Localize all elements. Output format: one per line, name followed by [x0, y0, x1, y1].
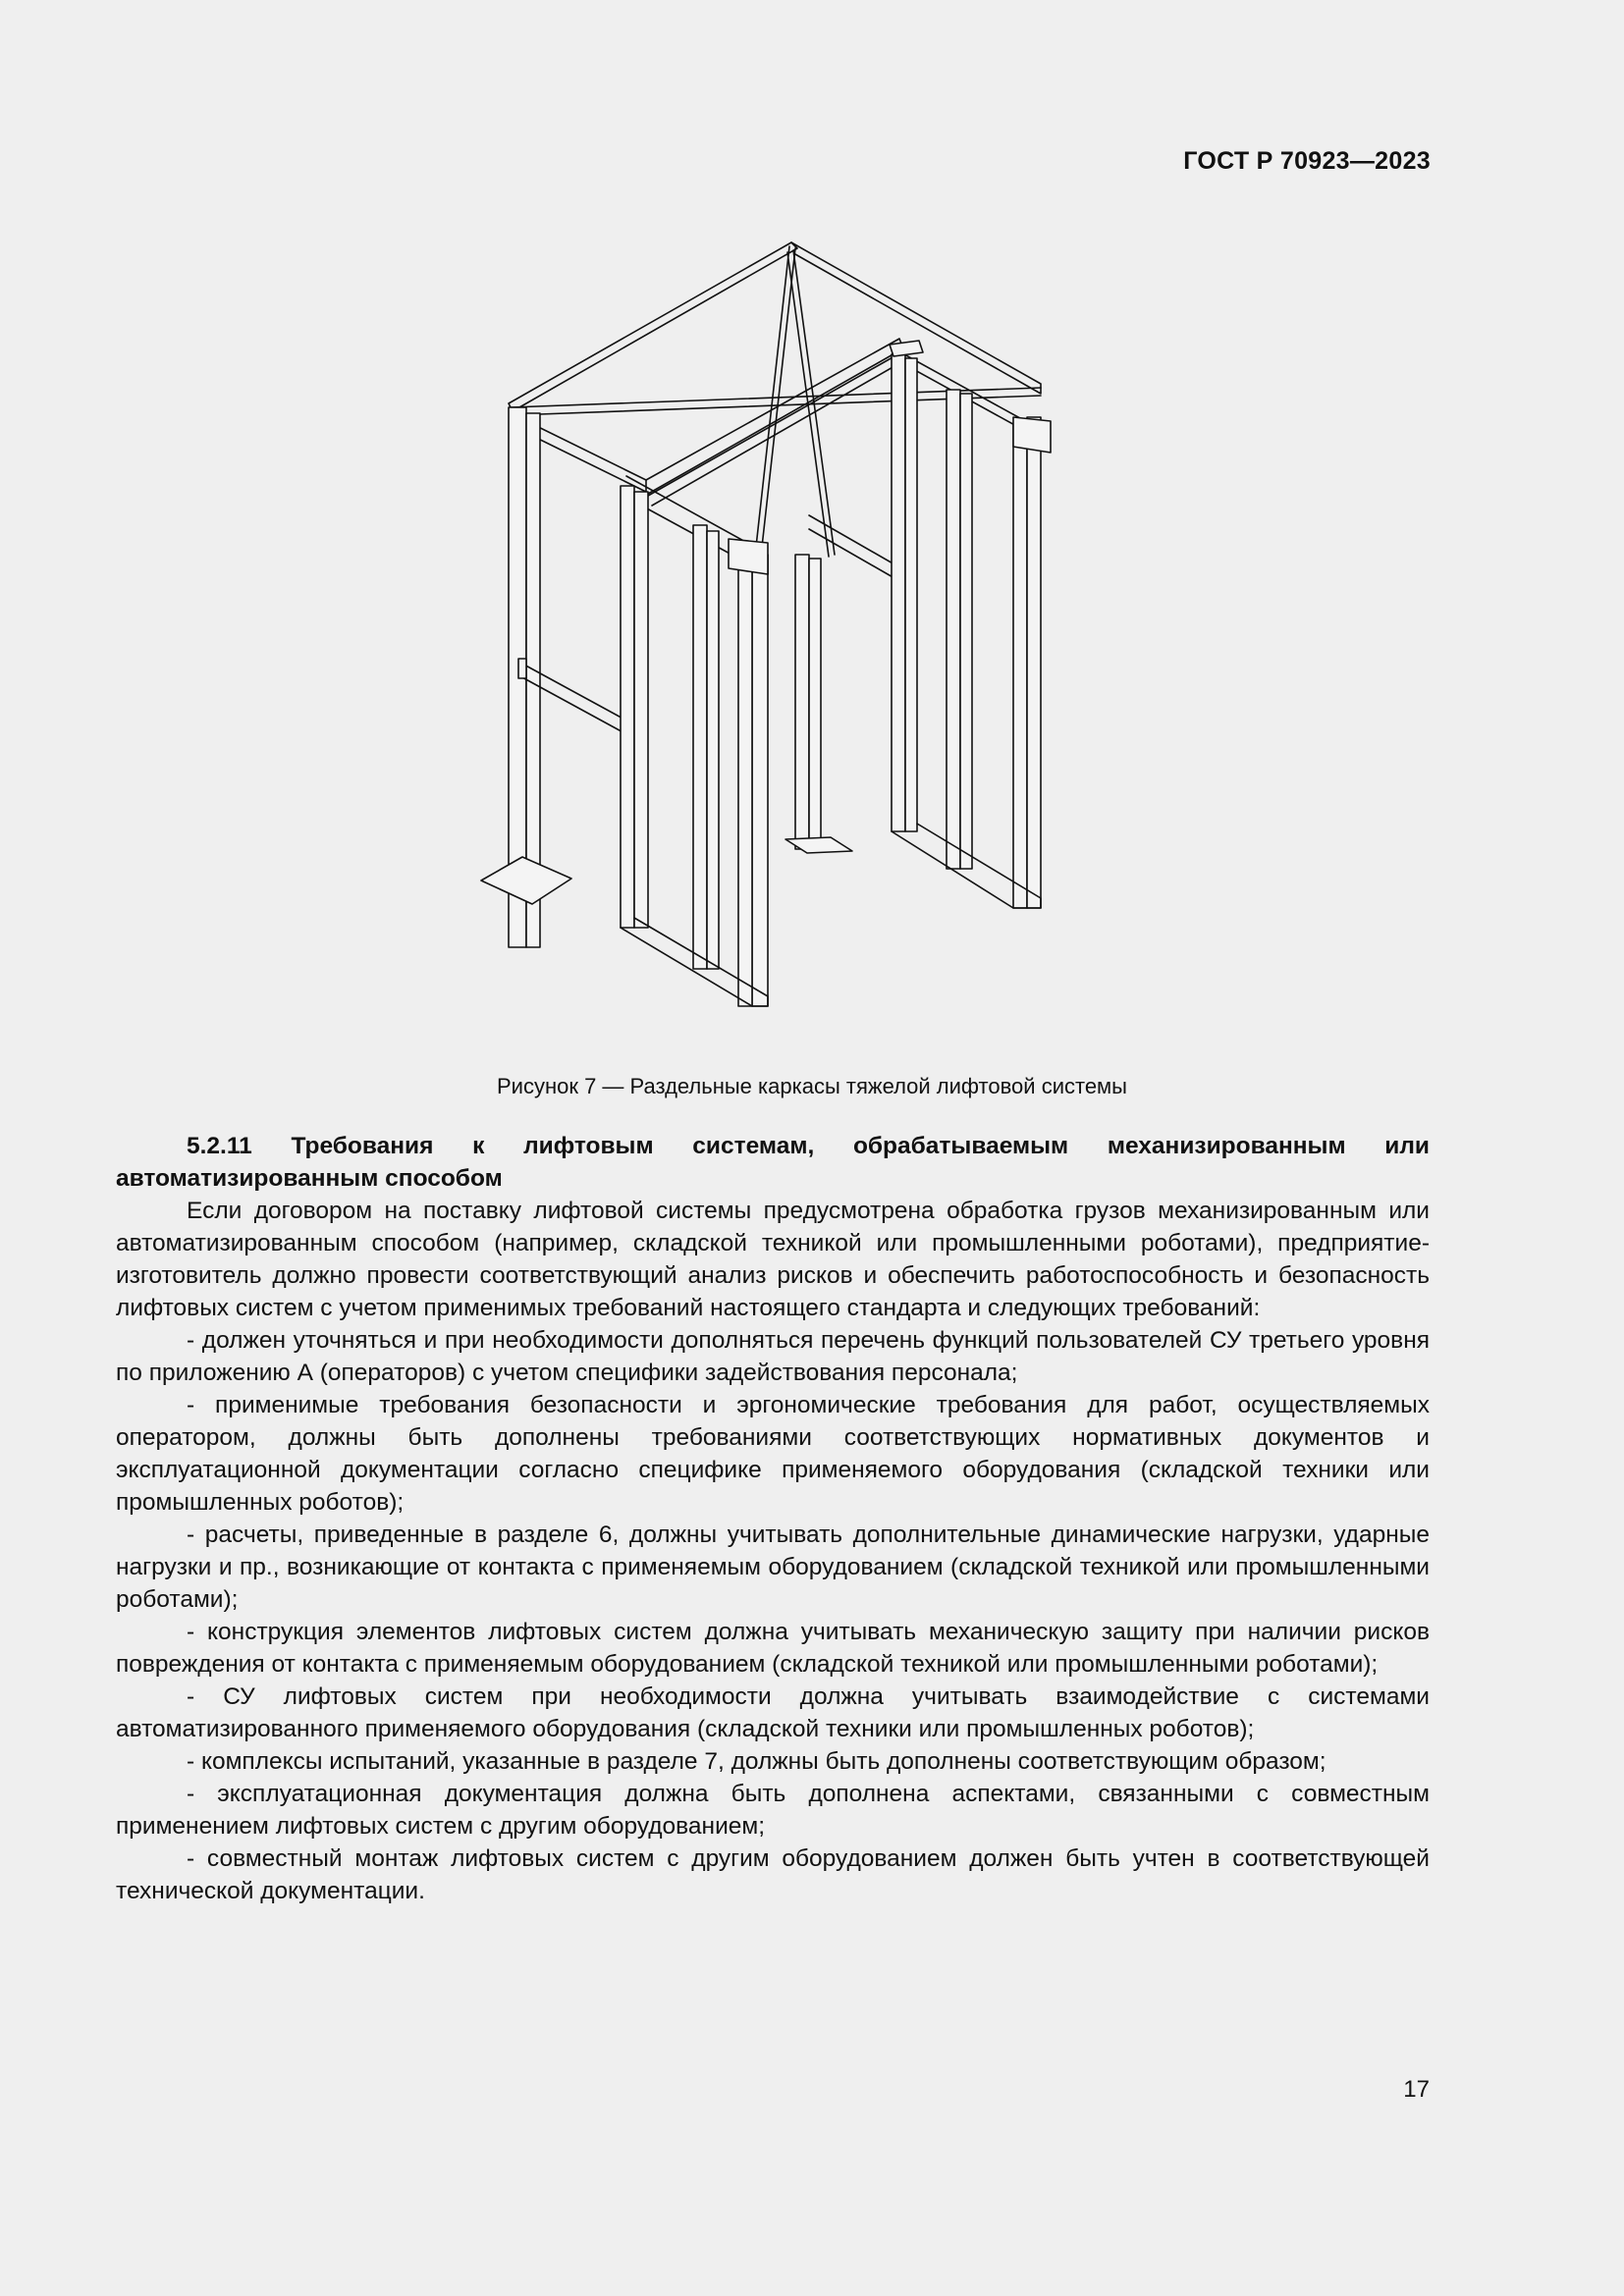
list-item: - комплексы испытаний, указанные в разделе 7, должны быть дополнены соответствующим образом;	[187, 1748, 1326, 1775]
front-header-block	[729, 539, 768, 574]
page-number: 17	[1403, 2076, 1430, 2103]
right-top-plate	[890, 341, 923, 356]
list-item: - применимые требования безопасности и эргономические требования для работ, осуществляемых оператором, должны быть дополнены требованиями соответствующих нормативных документов и эксплуатационной документации согласно специфике применяемого оборудования (складской техники или промышленных роботов);	[116, 1392, 1430, 1516]
rear-middle-column-inner	[809, 559, 821, 849]
rear-middle-column	[795, 555, 809, 849]
front-middle-column-inner	[707, 531, 719, 969]
right-mid-column	[947, 390, 960, 869]
front-right-column	[752, 555, 768, 1006]
right-rear-column	[1013, 423, 1027, 908]
list-item: - совместный монтаж лифтовых систем с другим оборудованием должен быть учтен в соответствующей технической документации.	[116, 1845, 1430, 1904]
document-header: ГОСТ Р 70923—2023	[1183, 147, 1431, 175]
list-item: - расчеты, приведенные в разделе 6, должны учитывать дополнительные динамические нагрузки, ударные нагрузки и пр., возникающие от контакта с применяемым оборудованием (складской техникой или промышленными роботами);	[116, 1522, 1430, 1613]
front-left-column-inner	[634, 492, 648, 928]
right-front-column-inner	[905, 358, 917, 831]
front-right-column-inner	[738, 549, 752, 1006]
right-rear-column-inner	[1027, 417, 1041, 908]
front-left-column	[621, 486, 634, 928]
list-item: - СУ лифтовых систем при необходимости должна учитывать взаимодействие с системами автоматизированного применяемого оборудования (складской техники или промышленных роботов);	[116, 1683, 1430, 1742]
list-item: - эксплуатационная документация должна быть дополнена аспектами, связанными с совместным применением лифтовых систем с другим оборудованием;	[116, 1781, 1430, 1840]
right-header-block	[1013, 417, 1051, 453]
list-item: - должен уточняться и при необходимости дополняться перечень функций пользователей СУ третьего уровня по приложению А (операторов) с учетом специфики задействования персонала;	[116, 1327, 1430, 1386]
figure-elevator-frames	[461, 231, 1070, 1036]
section-heading: 5.2.11 Требования к лифтовым системам, обрабатываемым механизированным или автоматизированным способом	[116, 1133, 1430, 1192]
elevator-frame-drawing	[461, 231, 1070, 1036]
list-item: - конструкция элементов лифтовых систем должна учитывать механическую защиту при наличии рисков повреждения от контакта с применяемым оборудованием (складской техникой или промышленными роботами);	[116, 1619, 1430, 1678]
front-middle-column	[693, 525, 707, 969]
section-intro: Если договором на поставку лифтовой системы предусмотрена обработка грузов механизированным или автоматизированным способом (например, складской техникой или промышленными роботами), предприятие-изготовитель должно провести соответствующий анализ рисков и обеспечить работоспособность и безопасность лифтовых систем с учетом применимых требований настоящего стандарта и следующих требований:	[116, 1198, 1430, 1321]
top-rear-beam	[509, 242, 797, 411]
bracket-plate	[518, 659, 526, 678]
rear-cross-beam	[809, 529, 901, 582]
right-mid-column-inner	[960, 394, 972, 869]
middle-front-beam	[646, 339, 903, 494]
figure-caption: Рисунок 7 — Раздельные каркасы тяжелой лифтовой системы	[497, 1074, 1127, 1098]
left-base-plate	[481, 857, 571, 904]
rear-cross-beam	[809, 515, 901, 568]
right-front-column	[892, 354, 905, 831]
section-5-2-11	[116, 1130, 1430, 1907]
rear-middle-base	[785, 837, 852, 853]
